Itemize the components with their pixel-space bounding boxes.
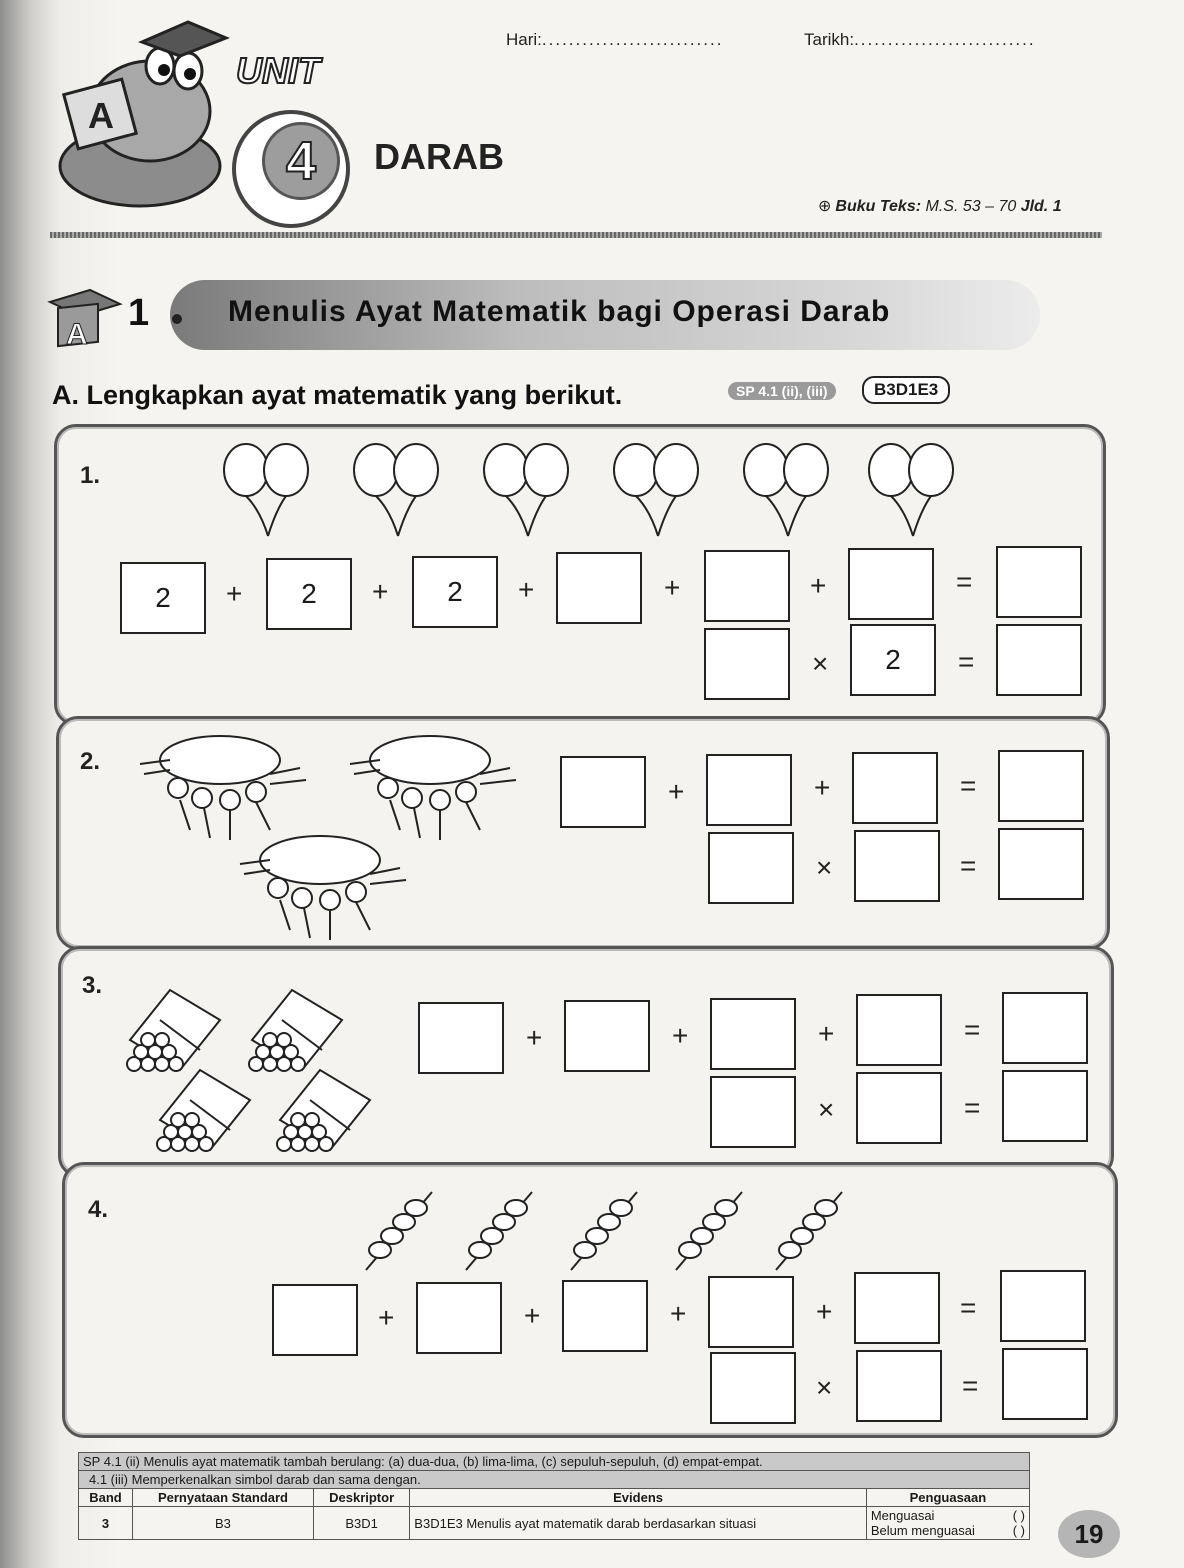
answer-box[interactable] [852, 752, 938, 824]
equals-sign: = [964, 1092, 981, 1123]
plus-sign: + [226, 578, 243, 609]
hari-field [506, 30, 723, 50]
section-cube-icon [40, 282, 130, 352]
stick-bundles-picture [120, 980, 400, 1160]
mastery-options [866, 1507, 1029, 1540]
standard-value: B3 [133, 1507, 314, 1540]
tarikh-blank: ........................... [854, 30, 1036, 49]
textbook-pages: M.S. 53 – 70 [925, 198, 1017, 215]
plus-sign: + [524, 1300, 541, 1331]
header-descriptor: Deskriptor [313, 1489, 409, 1507]
unit-word: UNIT [236, 50, 320, 91]
skewers-picture [360, 1186, 860, 1276]
table-row [79, 1507, 1030, 1540]
equals-sign: = [960, 770, 977, 801]
answer-box[interactable]: 2 [120, 562, 206, 634]
equals-sign: = [962, 1370, 979, 1401]
times-sign: × [816, 852, 833, 883]
header-band: Band [79, 1489, 133, 1507]
answer-box[interactable] [556, 552, 642, 624]
svg-text:A: A [88, 95, 114, 136]
product-answer-box[interactable] [998, 828, 1084, 900]
header-mastery: Penguasaan [866, 1489, 1029, 1507]
instruction-text: A. Lengkapkan ayat matematik yang berikut. [52, 380, 623, 410]
plus-sign: + [816, 1296, 833, 1327]
sum-answer-box[interactable] [1000, 1270, 1086, 1342]
answer-box[interactable] [856, 1350, 942, 1422]
product-answer-box[interactable] [996, 624, 1082, 696]
answer-box[interactable] [416, 1282, 502, 1354]
table-header-row [79, 1489, 1030, 1507]
equals-sign: = [960, 850, 977, 881]
sum-answer-box[interactable] [1002, 992, 1088, 1064]
plus-sign: + [518, 574, 535, 605]
mastery-option-not-achieved[interactable] [871, 1523, 1025, 1538]
answer-box[interactable] [560, 756, 646, 828]
answer-box[interactable] [710, 1352, 796, 1424]
tarikh-label: Tarikh: [804, 30, 855, 49]
plus-sign: + [526, 1022, 543, 1053]
mastery-achieved-check[interactable]: ( ) [1012, 1508, 1025, 1523]
answer-box[interactable] [562, 1280, 648, 1352]
times-sign: × [816, 1372, 833, 1403]
answer-box[interactable]: 2 [850, 624, 936, 696]
answer-box[interactable] [710, 1076, 796, 1148]
mastery-not-achieved-check[interactable]: ( ) [1012, 1523, 1025, 1538]
hari-blank: ........................... [541, 30, 724, 49]
equals-sign: = [956, 566, 973, 597]
equals-sign: = [964, 1014, 981, 1045]
plus-sign: + [818, 1018, 835, 1049]
unit-number: 4 [262, 122, 340, 200]
question-1-number: 1. [80, 462, 101, 489]
evidence-value: B3D1E3 Menulis ayat matematik darab berdasarkan situasi [410, 1507, 867, 1540]
answer-box[interactable] [854, 830, 940, 902]
textbook-volume: Jld. 1 [1020, 198, 1062, 215]
target-icon: ⊕ [818, 198, 832, 215]
plus-sign: + [372, 576, 389, 607]
hari-label: Hari: [506, 30, 542, 49]
svg-text:A: A [66, 318, 88, 351]
sum-answer-box[interactable] [996, 546, 1082, 618]
textbook-reference [818, 196, 1062, 216]
mascot-illustration [30, 16, 240, 216]
product-answer-box[interactable] [1002, 1348, 1088, 1420]
answer-box[interactable]: 2 [412, 556, 498, 628]
unit-title: DARAB [374, 136, 504, 177]
answer-box[interactable] [854, 1272, 940, 1344]
question-3-number: 3. [82, 972, 103, 999]
times-sign: × [818, 1094, 835, 1125]
answer-box[interactable] [708, 1276, 794, 1348]
plus-sign: + [670, 1298, 687, 1329]
balloons-picture [220, 440, 980, 540]
answer-box[interactable] [706, 754, 792, 826]
sp-line-2: 4.1 (iii) Memperkenalkan simbol darab dan sama dengan. [79, 1471, 1030, 1489]
answer-box[interactable] [564, 1000, 650, 1072]
mastery-option-achieved[interactable] [871, 1508, 1025, 1523]
section-dot [172, 314, 182, 324]
sp-line-1: SP 4.1 (ii) Menulis ayat matematik tambah berulang: (a) dua-dua, (b) lima-lima, (c) sepuluh-sepuluh, (d) empat-empat. [79, 1453, 1030, 1471]
plus-sign: + [668, 776, 685, 807]
section-title: Menulis Ayat Matematik bagi Operasi Darab [228, 295, 891, 328]
sp-row-2 [79, 1471, 1030, 1489]
question-2-number: 2. [80, 748, 101, 775]
sp-row-1 [79, 1453, 1030, 1471]
section-number: 1 [128, 292, 150, 334]
tarikh-field [804, 30, 1036, 50]
answer-box[interactable] [704, 628, 790, 700]
header-evidence: Evidens [410, 1489, 867, 1507]
equals-sign: = [958, 646, 975, 677]
plus-sign: + [810, 570, 827, 601]
page-number: 19 [1058, 1510, 1120, 1558]
mastery-not-achieved-label: Belum menguasai [870, 1523, 975, 1538]
key-rings-picture [130, 730, 530, 940]
textbook-label: Buku Teks: [835, 198, 922, 215]
answer-box[interactable] [708, 832, 794, 904]
header-divider [50, 232, 1102, 238]
sp-badge: SP 4.1 (ii), (iii) [728, 382, 836, 400]
answer-box[interactable] [848, 548, 934, 620]
answer-box[interactable]: 2 [266, 558, 352, 630]
question-4-number: 4. [88, 1196, 109, 1223]
answer-box[interactable] [710, 998, 796, 1070]
times-sign: × [812, 648, 829, 679]
band-badge: B3D1E3 [862, 376, 950, 404]
sum-answer-box[interactable] [998, 750, 1084, 822]
answer-box[interactable] [418, 1002, 504, 1074]
mastery-achieved-label: Menguasai [870, 1508, 935, 1523]
descriptor-value: B3D1 [313, 1507, 409, 1540]
band-value: 3 [79, 1507, 133, 1540]
answer-box[interactable] [856, 1072, 942, 1144]
answer-box[interactable] [272, 1284, 358, 1356]
plus-sign: + [664, 572, 681, 603]
plus-sign: + [814, 772, 831, 803]
answer-box[interactable] [856, 994, 942, 1066]
plus-sign: + [672, 1020, 689, 1051]
plus-sign: + [378, 1302, 395, 1333]
product-answer-box[interactable] [1002, 1070, 1088, 1142]
assessment-table [78, 1452, 1030, 1540]
header-standard: Pernyataan Standard [133, 1489, 314, 1507]
answer-box[interactable] [704, 550, 790, 622]
equals-sign: = [960, 1292, 977, 1323]
